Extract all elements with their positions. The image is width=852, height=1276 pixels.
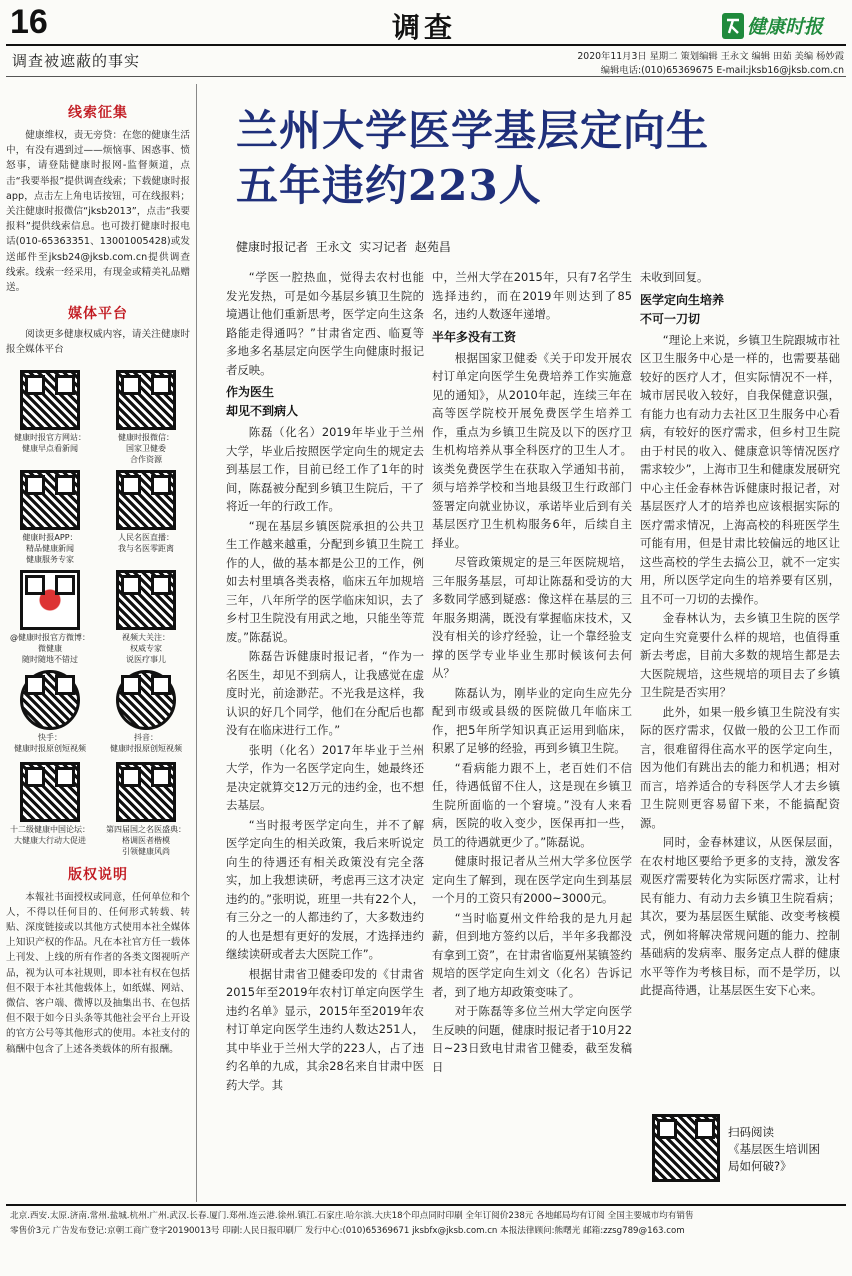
- qr-caption: 十二级健康中国论坛： 大健康大行动大促进: [10, 824, 90, 845]
- meta-line-1: 2020年11月3日 星期二 策划编辑 王永文 编辑 田茹 美编 杨妙霞: [577, 51, 844, 62]
- qr-code-icon[interactable]: [116, 762, 176, 822]
- headline-line-2: 五年违约223人: [236, 161, 542, 210]
- sidebar-divider: [196, 84, 197, 1202]
- weibo-qr-icon[interactable]: [20, 570, 80, 630]
- clue-text: 健康维权，责无旁贷：在您的健康生活中，有没有遇到过——烦恼事、困惑事、愤怒事，请登陆健康时报网-监督频道，点击“我要举报”提供调查线索；下载健康时报app，点击左上角电话按钮，可在线报料；关注健康时报微信“jksb2013”，点击“我要报料”提供线索信息。也可拨打健康时报电话(010-65363351、13001005428)或发送邮件至jksb24@jksb.com.cn提供调查线索。线索一经采用，有现金或精美礼品赠送。: [6, 130, 190, 294]
- footer-line-1: 北京.西安.太原.济南.常州.盐城.杭州.广州.武汉.长春.厦门.郑州.连云港.徐州.镇江.石家庄.哈尔滨.大庆18个印点同时印刷 全年订阅价238元 各地邮局均有订阅 全国主要城市均有销售: [10, 1211, 694, 1221]
- qr-item: [6, 470, 94, 566]
- copyright-title: 版权说明: [68, 866, 128, 883]
- subheading: 半年多没有工资: [432, 329, 517, 344]
- paragraph: “现在基层乡镇医院承担的公共卫生工作越来越重，分配到乡镇卫生院工作的人，做的基本都是公卫的工作，例如去村里填各类表格，临床五年加规培三年，八年所学的医学临床知识，去了乡村卫生院没有用武之地，只能坐等荒废。”陈磊说。: [226, 518, 424, 644]
- scan-title[interactable]: 《基层医生培训困局如何破?》: [728, 1142, 820, 1173]
- qr-caption: 视频大关注： 权威专家 说医疗事儿: [122, 632, 170, 664]
- paragraph: 健康时报记者从兰州大学多位医学定向生了解到，现在医学定向生到基层一个月的工资只有2000~3000元。: [432, 854, 632, 905]
- section-title: 调查: [392, 11, 457, 44]
- paragraph: “当时临夏州文件给我的是九月起薪，但到地方签约以后，半年多我都没有拿到工资”，在甘肃省临夏州某镇签约规培的医学定向生刘文（化名）告诉记者，到了地方却政策变味了。: [432, 910, 632, 999]
- paragraph: 对于陈磊等多位兰州大学定向医学生反映的问题，健康时报记者于10月22日~23日致电甘肃省卫健委，截至发稿日: [432, 1004, 632, 1074]
- paragraph: 未收到回复。: [640, 270, 709, 284]
- scan-label: 扫码阅读: [728, 1125, 774, 1139]
- paragraph: 同时，金春林建议，从医保层面，在农村地区要给予更多的支持，激发客观医疗需要转化为实际医疗需求，让村民有能力、有动力去乡镇卫生院看病；其次，要为基层医生赋能、改变考核模式，例如将解决常规问题的能力、控制基础病的发病率、服务定点人群的健康水平等作为考核目标，而不是学历，以此提高待遇，让基层医生安下心来。: [640, 835, 840, 997]
- qr-item: [102, 370, 190, 466]
- article-qr-code-icon[interactable]: [652, 1114, 720, 1182]
- qr-item: [6, 370, 94, 466]
- qr-code-icon[interactable]: [116, 570, 176, 630]
- qr-code-icon[interactable]: [116, 470, 176, 530]
- qr-grid: [6, 370, 190, 858]
- paragraph: “看病能力跟不上，老百姓们不信任，待遇低留不住人，这是现在乡镇卫生院所面临的一个窘境。”没有人来看病，医院的收入变少，医保再扣一些，员工的待遇就更少了。”陈磊说。: [432, 760, 632, 849]
- qr-caption: 快手： 健康时报原创短视频: [14, 732, 86, 753]
- qr-item: [102, 470, 190, 566]
- paragraph: 根据甘肃省卫健委印发的《甘肃省2015年至2019年农村订单定向医学生违约名单》显示，2015年至2019年农村订单定向医学生违约人数达251人，其中毕业于兰州大学的223人，占了违约名单的九成，其余28名来自甘肃中医药大学。其: [226, 966, 424, 1092]
- footer-rule: [6, 1204, 846, 1206]
- sidebar: [6, 84, 190, 1204]
- media-title: 媒体平台: [68, 306, 128, 323]
- qr-item: [6, 570, 94, 666]
- douyin-qr-icon[interactable]: [116, 670, 176, 730]
- brand-logo: [722, 12, 823, 39]
- paragraph: “学医一腔热血，觉得去农村也能发光发热，可是如今基层乡镇卫生院的境遇让他们重新思考，医学定向生这条路能走得通吗？”甘肃省定西、临夏等多地多名基层定向医学生向健康时报记者反映。: [226, 270, 424, 377]
- qr-caption: 第四届国之名医盛典： 格调医者楷模 引领健康风尚: [106, 824, 186, 856]
- scan-box: [652, 1114, 842, 1190]
- qr-code-icon[interactable]: [116, 370, 176, 430]
- brand-logo-icon: [722, 13, 744, 39]
- footer-line-2: 零售价3元 广告发布登记:京朝工商广登字20190013号 印刷:人民日报印刷厂 发行中心:(010)65369671 jksbfx@jksb.com.cn 本报法律顾问:熊曙光 邮箱:zzsg789@163.com: [10, 1226, 685, 1236]
- copyright-text: 本報社书面授权或同意，任何单位和个人，不得以任何目的、任何形式转载、转贴、深度链接或以其他方式使用本社全媒体上知识产权的作品。凡在本社官方任一载体上刊发、上线的所有作者的各类文图视听产品，视为认可本社规则，即本社有权在包括但不限于本社其他载体上，如纸媒、网站、微信、客户端、微博以及抽集出书、在包括但不限于如今日头条等其他社会平台上开设的官方公号等其他形式的使用。本社支付的稿酬中包含了上述各类载体的所有报酬。: [6, 891, 190, 1055]
- paragraph: 此外，如果一般乡镇卫生院没有实际的医疗需求，仅做一般的公卫工作而言，很难留得住高水平的医学定向生，因为他们有跳出去的能力和机遇；相对而言，培养适合的专科医学人才去乡镇卫生院则更容易留下来，不能搞配资源。: [640, 704, 840, 830]
- qr-caption: 健康时报官方网站： 健康早点看新闻: [14, 432, 86, 453]
- paragraph: 陈磊认为，刚毕业的定向生应先分配到市级或县级的医院做几年临床工作，把5年所学知识真正运用到临床，积累了足够的经验，再到乡镇卫生院。: [432, 685, 632, 755]
- meta-line-2: 编辑电话:(010)65369675 E-mail:jksb16@jksb.com.cn: [600, 65, 844, 76]
- paragraph: 尽管政策规定的是三年医院规培，三年服务基层，可却让陈磊和受访的大多数同学感到疑惑：像这样在基层的三年服务期满，既没有掌握临床技术，又没有相关的诊疗经验，让一个靠经验支撑的医学专业毕业生那时候该何去何从？: [432, 555, 632, 680]
- article-column-1: [226, 268, 424, 1095]
- qr-item: [102, 762, 190, 858]
- paragraph: 金春林认为，去乡镇卫生院的医学定向生究竟要什么样的规培，也值得重新去考虑，目前大多数的规培生都是去大医院规培，这些规培的项目去了乡镇卫生院是否实用？: [640, 611, 840, 699]
- qr-caption: 抖音： 健康时报原创短视频: [110, 732, 182, 753]
- qr-item: [102, 570, 190, 666]
- paragraph: 张明（化名）2017年毕业于兰州大学，作为一名医学定向生，她最终还是决定就算交12万元的违约金，也不想去基层。: [226, 742, 424, 812]
- headline: [236, 104, 836, 214]
- kuaishou-qr-icon[interactable]: [20, 670, 80, 730]
- paragraph: 陈磊告诉健康时报记者，“作为一名医生，却见不到病人，让我感觉在虚度时光，前途渺茫。不光我是这样，我认识的好几个同学，他们在分配后也都没有在临床进行工作。”: [226, 649, 424, 737]
- article-column-3: [640, 268, 840, 1001]
- qr-code-icon[interactable]: [20, 370, 80, 430]
- paragraph: “理论上来说，乡镇卫生院跟城市社区卫生服务中心是一样的，也需要基础较好的医疗人才，但实际情况不一样，城市居民收入较好，自我保健意识强，有能力也有动力去社区卫生服务中心看病，有较好的医疗需求，但乡村卫生院由于村民的收入、健康意识等情况医疗需求较少”，上海市卫生和健康发展研究中心主任金春林告诉健康时报记者，对基层医疗人才的培养也应该根据实际的医疗需求情况，上海高校的科班医学生可能有用，但是甘肃比较偏远的地区让这些高校的学生去搞公卫，就不一定实用，所以医学定向生的培养要有区别，且不可一刀切的去操作。: [640, 332, 840, 606]
- brand-name: 健康时报: [747, 16, 824, 38]
- qr-item: [102, 670, 190, 758]
- section-subtitle: 调查被遮蔽的事实: [12, 52, 141, 70]
- qr-caption: 人民名医直播： 我与名医零距离: [118, 532, 174, 553]
- header-rule-2: [6, 76, 846, 77]
- headline-line-1: 兰州大学医学基层定向生: [236, 106, 710, 155]
- paragraph: 陈磊（化名）2019年毕业于兰州大学，毕业后按照医学定向生的规定去到基层工作，目前已经工作了1年的时间，陈磊被分配到乡镇卫生院后，干了将近一年的行政工作。: [226, 425, 424, 513]
- article-column-2: [432, 268, 632, 1077]
- byline: 健康时报记者 王永文 实习记者 赵苑昌: [236, 240, 451, 254]
- qr-caption: 健康时报微信： 国家卫健委 合作资源: [118, 432, 174, 464]
- page-number: 16: [10, 3, 48, 41]
- qr-code-icon[interactable]: [20, 470, 80, 530]
- clue-title: 线索征集: [68, 105, 128, 121]
- qr-caption: @健康时报官方微博： 微健康 随时随地不错过: [10, 632, 90, 664]
- header-rule: [6, 44, 846, 46]
- qr-item: [6, 762, 94, 858]
- paragraph: 中，兰州大学在2015年，只有7名学生选择违约，而在2019年则达到了85名，违约人数逐年递增。: [432, 270, 632, 321]
- qr-caption: 健康时报APP： 精品健康新闻 健康服务专家: [22, 532, 78, 564]
- subheading: 医学定向生培养 不可一刀切: [640, 292, 725, 326]
- subheading: 作为医生 却见不到病人: [226, 385, 299, 418]
- paragraph: “当时报考医学定向生，并不了解医学定向生的相关政策，我后来听说定向生的待遇还有相关政策没有完全落实，加上我想读研，考虑再三这才决定违约的。”张明说，班里一共有22个人，有三分之一的人都违约了，大多数违约的人也是想有更好的发展，才选择违约继续读研或者去大医院工作”。: [226, 817, 424, 961]
- qr-code-icon[interactable]: [20, 762, 80, 822]
- paragraph: 根据国家卫健委《关于印发开展农村订单定向医学生免费培养工作实施意见的通知》，从2010年起，连续三年在高等医学院校开展免费医学生培养工作，重点为乡镇卫生院及以下的医疗卫生机构培养从事全科医疗的卫生人才。该类免费医学生在获取入学通知书前，须与培养学校和当地县级卫生行政部门签署定向就业协议，承诺毕业后到有关基层医疗卫生机构服务6年，后续自主择业。: [432, 350, 632, 550]
- qr-item: [6, 670, 94, 758]
- media-text: 阅读更多健康权威内容，请关注健康时报全媒体平台: [6, 329, 190, 356]
